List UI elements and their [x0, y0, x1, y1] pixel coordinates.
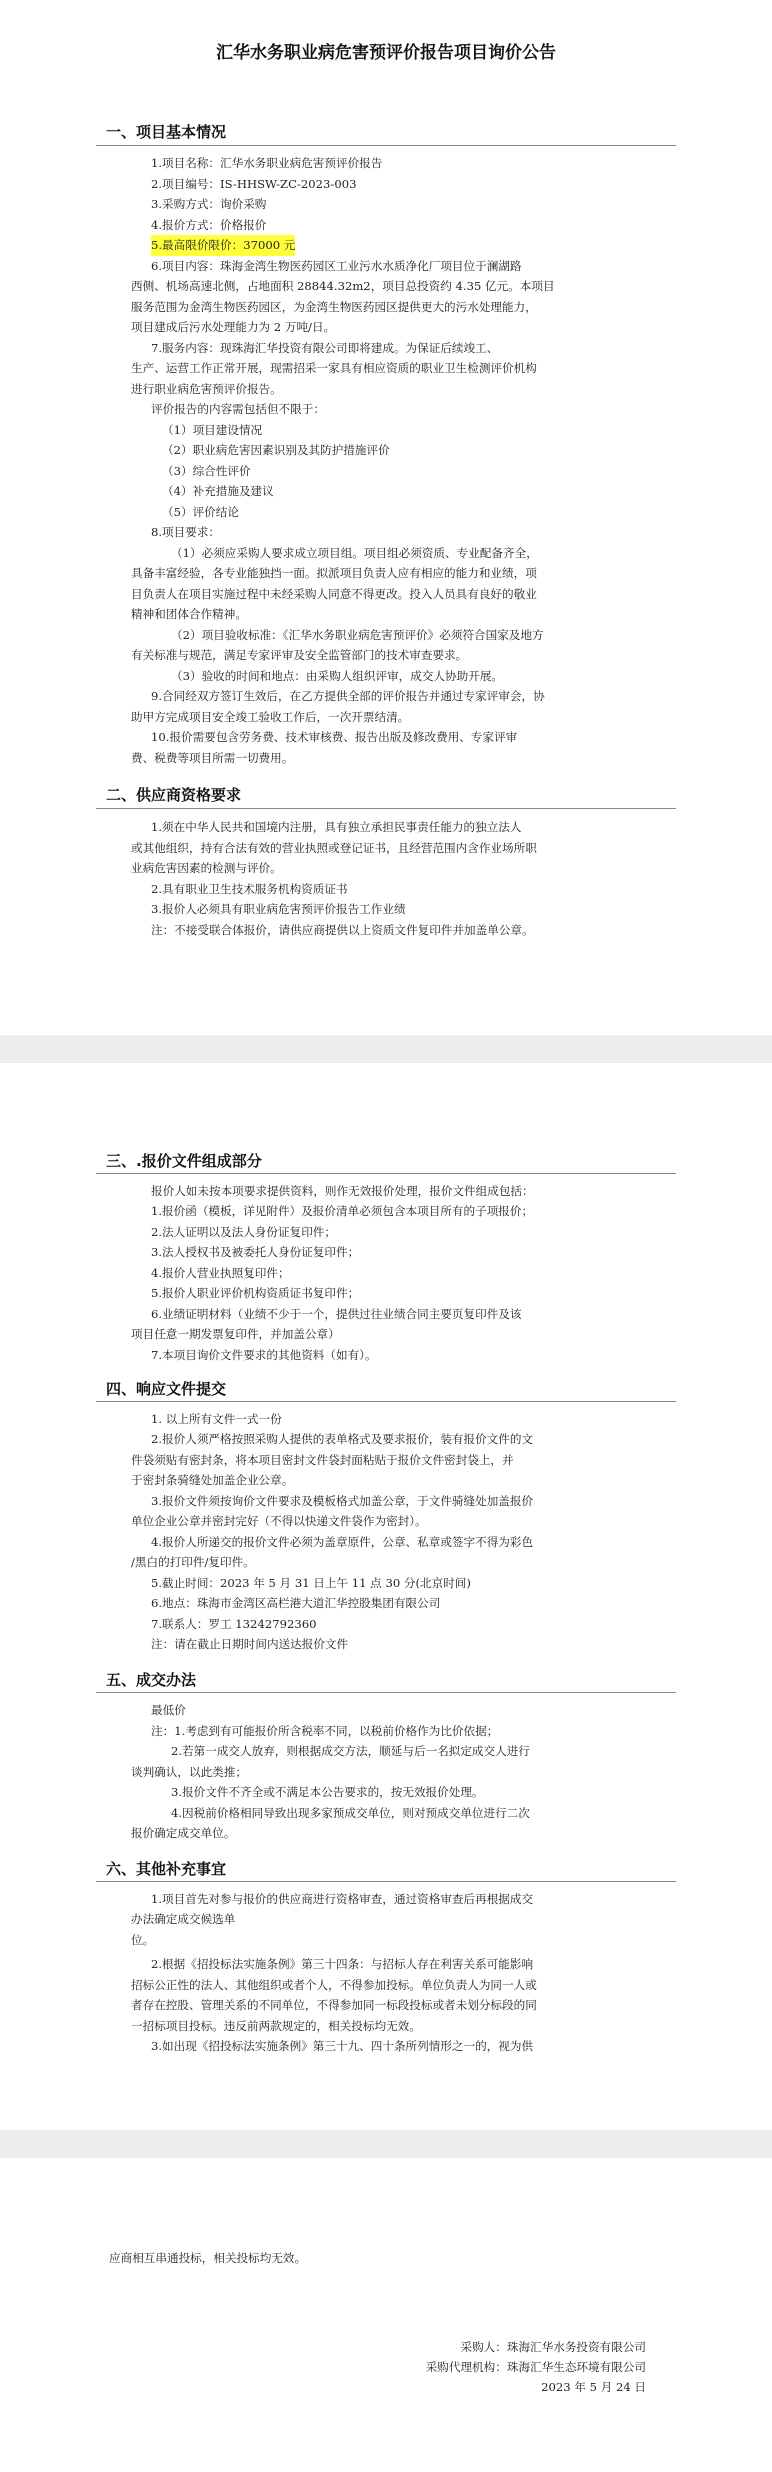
text-line: 单位企业公章并密封完好（不得以快递文件袋作为密封）。	[131, 1514, 427, 1528]
text-line: 一招标项目投标。违反前两款规定的，相关投标均无效。	[131, 2019, 421, 2033]
text-line: 3.采购方式：询价采购	[151, 197, 267, 211]
text-line: （2）职业病危害因素识别及其防护措施评价	[162, 443, 390, 457]
text-line: 4.报价人营业执照复印件；	[151, 1266, 290, 1280]
page-title: 汇华水务职业病危害预评价报告项目询价公告	[216, 43, 556, 63]
text-line: 1. 以上所有文件一式一份	[151, 1412, 282, 1426]
text-line: 1.项目名称：汇华水务职业病危害预评价报告	[151, 156, 383, 170]
signature-buyer: 采购人：珠海汇华水务投资有限公司	[460, 2340, 646, 2354]
text-line: 2.法人证明以及法人身份证复印件；	[151, 1225, 336, 1239]
section-divider	[96, 1881, 676, 1882]
text-line: （1）必须应采购人要求成立项目组。项目组必须资质、专业配备齐全，	[171, 546, 538, 560]
text-line: 3.报价文件不齐全或不满足本公告要求的，按无效报价处理。	[171, 1785, 484, 1799]
text-line: 6.项目内容：珠海金湾生物医药园区工业污水水质净化厂项目位于澜湖路	[151, 259, 522, 273]
section-heading-4: 四、响应文件提交	[106, 1380, 227, 1398]
text-line: 助甲方完成项目安全竣工验收工作后，一次开票结清。	[131, 710, 410, 724]
text-line: 招标公正性的法人、其他组织或者个人，不得参加投标。单位负责人为同一人或	[131, 1978, 537, 1992]
page-3	[0, 2158, 772, 2472]
text-line: 2.具有职业卫生技术服务机构资质证书	[151, 882, 348, 896]
text-line: 5.报价人职业评价机构资质证书复印件；	[151, 1286, 360, 1300]
text-line: 4.报价方式：价格报价	[151, 218, 267, 232]
text-line: （4）补充措施及建议	[162, 484, 274, 498]
page-1	[0, 0, 772, 1035]
section-divider	[96, 145, 676, 146]
section-divider	[96, 1401, 676, 1402]
text-line: 者存在控股、管理关系的不同单位，不得参加同一标段投标或者未划分标段的同	[131, 1998, 537, 2012]
signature-date: 2023 年 5 月 24 日	[541, 2380, 646, 2394]
text-line: 10.报价需要包含劳务费、技术审核费、报告出版及修改费用、专家评审	[151, 730, 518, 744]
text-line: 6.业绩证明材料（业绩不少于一个，提供过往业绩合同主要页复印件及该	[151, 1307, 522, 1321]
text-line: （3）验收的时间和地点：由采购人组织评审，成交人协助开展。	[171, 669, 504, 683]
text-line: 有关标准与规范，满足专家评审及安全监管部门的技术审查要求。	[131, 648, 468, 662]
text-line: /黑白的打印件/复印件。	[131, 1555, 255, 1569]
text-line: 6.地点：珠海市金湾区高栏港大道汇华控股集团有限公司	[151, 1596, 441, 1610]
text-line: 1.报价函（模板，详见附件）及报价清单必须包含本项目所有的子项报价；	[151, 1204, 534, 1218]
text-line: 谈判确认，以此类推；	[131, 1765, 247, 1779]
text-line: 最低价	[151, 1703, 186, 1717]
section-heading-2: 二、供应商资格要求	[106, 786, 242, 804]
text-line: 报价人如未按本项要求提供资料，则作无效报价处理，报价文件组成包括：	[151, 1184, 534, 1198]
text-line: 于密封条骑缝处加盖企业公章。	[131, 1473, 294, 1487]
text-line: 生产、运营工作正常开展，现需招采一家具有相应资质的职业卫生检测评价机构	[131, 361, 537, 375]
text-line: 3.报价人必须具有职业病危害预评价报告工作业绩	[151, 902, 406, 916]
section-heading-1: 一、项目基本情况	[106, 123, 227, 141]
section-divider	[96, 1173, 676, 1174]
text-line: 项目任意一期发票复印件，并加盖公章）	[131, 1327, 340, 1341]
text-line: 报价确定成交单位。	[131, 1826, 236, 1840]
text-line: 1.须在中华人民共和国境内注册，具有独立承担民事责任能力的独立法人	[151, 820, 522, 834]
section-heading-5: 五、成交办法	[106, 1671, 197, 1689]
text-line: 费、税费等项目所需一切费用。	[131, 751, 294, 765]
text-line: 3.报价文件须按询价文件要求及模板格式加盖公章，于文件骑缝处加盖报价	[151, 1494, 534, 1508]
text-line: 注：不接受联合体报价，请供应商提供以上资质文件复印件并加盖单公章。	[151, 923, 534, 937]
section-heading-3: 三、.报价文件组成部分	[106, 1152, 262, 1170]
section-divider	[96, 1692, 676, 1693]
text-line: 注：请在截止日期时间内送达报价文件	[151, 1637, 349, 1651]
text-line: 3.法人授权书及被委托人身份证复印件；	[151, 1245, 360, 1259]
section-divider	[96, 808, 676, 809]
text-line: 件袋须贴有密封条，将本项目密封文件袋封面粘贴于报价文件密封袋上，并	[131, 1453, 514, 1467]
text-line: 2.项目编号：IS-HHSW-ZC-2023-003	[151, 177, 357, 191]
text-line: 西侧、机场高速北侧，占地面积 28844.32m2，项目总投资约 4.35 亿元。本项目	[131, 279, 555, 293]
text-line: 位。	[131, 1933, 155, 1947]
text-line: 注：1.考虑到有可能报价所含税率不同，以税前价格作为比价依据；	[151, 1724, 499, 1738]
text-line: （1）项目建设情况	[162, 423, 263, 437]
text-line: 项目建成后污水处理能力为 2 万吨/日。	[131, 320, 336, 334]
text-line: （2）项目验收标准：《汇华水务职业病危害预评价》必须符合国家及地方	[171, 628, 544, 642]
text-line: 9.合同经双方签订生效后，在乙方提供全部的评价报告并通过专家评审会，协	[151, 689, 545, 703]
text-line: （3）综合性评价	[162, 464, 251, 478]
section-heading-6: 六、其他补充事宜	[106, 1860, 227, 1878]
page-gap	[0, 2130, 772, 2158]
text-line: 5.截止时间：2023 年 5 月 31 日上午 11 点 30 分(北京时间)	[151, 1576, 471, 1590]
text-line: 7.本项目询价文件要求的其他资料（如有）。	[151, 1348, 377, 1362]
signature-agent: 采购代理机构：珠海汇华生态环境有限公司	[425, 2360, 646, 2374]
text-line: 进行职业病危害预评价报告。	[131, 382, 282, 396]
text-line: 具备丰富经验，各专业能独挡一面。拟派项目负责人应有相应的能力和业绩，项	[131, 566, 537, 580]
text-line: 评价报告的内容需包括但不限于：	[151, 402, 325, 416]
text-line: 或其他组织，持有合法有效的营业执照或登记证书，且经营范围内含作业场所职	[131, 841, 537, 855]
text-line: 精神和团体合作精神。	[131, 607, 247, 621]
text-line: 3.如出现《招投标法实施条例》第三十九、四十条所列情形之一的，视为供	[151, 2039, 534, 2053]
page-gap	[0, 1035, 772, 1063]
text-line: 7.联系人：罗工 13242792360	[151, 1617, 317, 1631]
text-line: 服务范围为金湾生物医药园区，为金湾生物医药园区提供更大的污水处理能力，	[131, 300, 537, 314]
text-line: 2.若第一成交人放弃，则根据成交方法，顺延与后一名拟定成交人进行	[171, 1744, 530, 1758]
text-line: 4.因税前价格相同导致出现多家预成交单位，则对预成交单位进行二次	[171, 1806, 530, 1820]
text-line: 8.项目要求：	[151, 525, 221, 539]
text-line: 4.报价人所递交的报价文件必须为盖章原件，公章、私章或签字不得为彩色	[151, 1535, 534, 1549]
text-line: 1.项目首先对参与报价的供应商进行资格审查，通过资格审查后再根据成交	[151, 1892, 534, 1906]
text-line: 2.报价人须严格按照采购人提供的表单格式及要求报价，装有报价文件的文	[151, 1432, 534, 1446]
text-line: 业病危害因素的检测与评价。	[131, 861, 282, 875]
text-line: （5）评价结论	[162, 505, 239, 519]
text-line: 办法确定成交候选单	[131, 1912, 236, 1926]
max-price-highlight: 5.最高限价限价：37000 元	[151, 235, 295, 256]
text-line: 7.服务内容：现珠海汇华投资有限公司即将建成。为保证后续竣工、	[151, 341, 499, 355]
text-line: 目负责人在项目实施过程中未经采购人同意不得更改。投入人员具有良好的敬业	[131, 587, 537, 601]
text-line: 应商相互串通投标，相关投标均无效。	[109, 2251, 307, 2265]
text-line: 2.根据《招投标法实施条例》第三十四条：与招标人存在利害关系可能影响	[151, 1957, 534, 1971]
